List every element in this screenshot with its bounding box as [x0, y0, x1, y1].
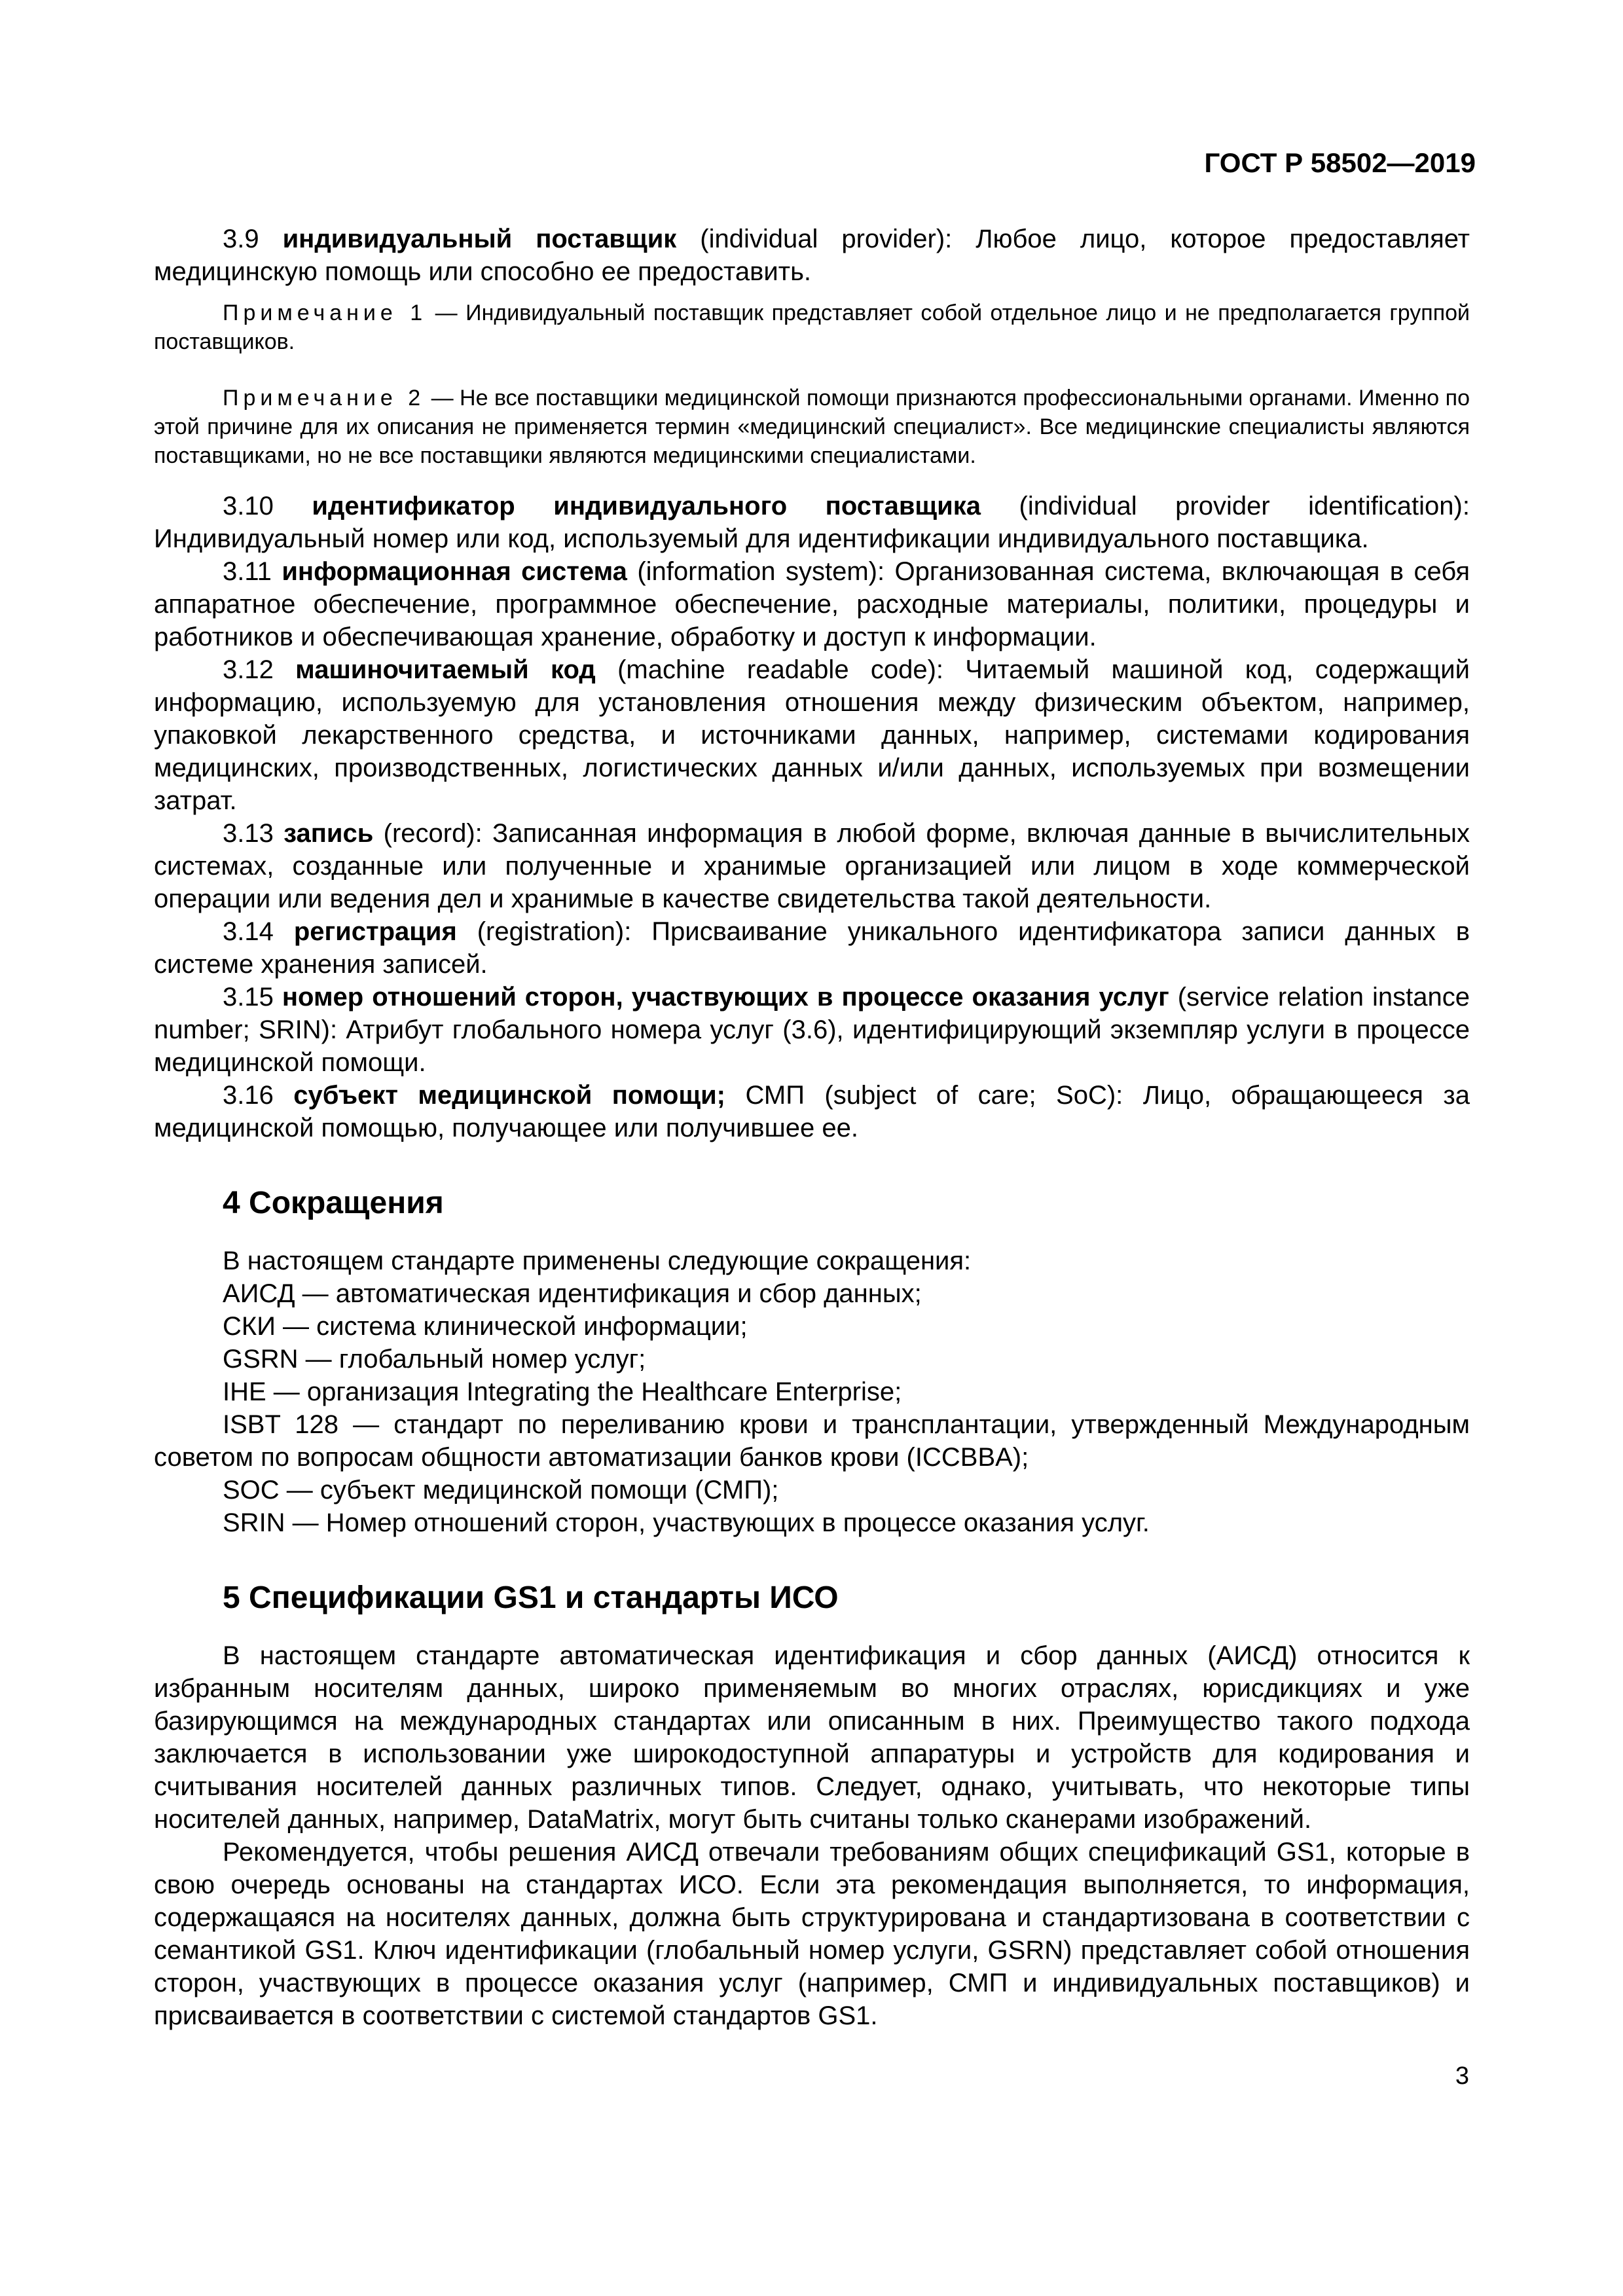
definition-number: 3.14	[223, 917, 274, 946]
definition-text: СМП (subject of care; SoC): Лицо, обращающееся за медицинской помощью, получающее или получившее ее.	[154, 1081, 1470, 1142]
abbreviation-item: АИСД — автоматическая идентификация и сбор данных;	[223, 1279, 922, 1308]
definition-term: запись	[283, 819, 374, 848]
definition-3-14	[154, 915, 1470, 981]
abbreviation-item: ISBT 128 — стандарт по переливанию крови и трансплантации, утвержденный Международным советом по вопросам общности автоматизации банков крови (ICCBBA);	[154, 1410, 1470, 1472]
definition-number: 3.16	[223, 1081, 274, 1110]
abbreviation-item: IHE — организация Integrating the Healthcare Enterprise;	[223, 1377, 902, 1406]
definition-text: (service relation instance number; SRIN): Атрибут глобального номера услуг (3.6), идентифицирующий экземпляр услуги в процессе медицинской помощи.	[154, 983, 1470, 1077]
section-5-heading: 5 Спецификации GS1 и стандарты ИСО	[223, 1580, 839, 1615]
definition-3-9	[154, 223, 1470, 288]
definition-3-16	[154, 1079, 1470, 1144]
definition-term: индивидуальный поставщик	[282, 225, 677, 253]
definition-term: регистрация	[293, 917, 457, 946]
definition-3-15	[154, 981, 1470, 1079]
definition-text: (individual provider): Любое лицо, которое предоставляет медицинскую помощь или способно ее предоставить.	[154, 225, 1470, 286]
definition-3-13	[154, 817, 1470, 915]
section-5-paragraph-2: Рекомендуется, чтобы решения АИСД отвечали требованиям общих спецификаций GS1, которые в свою очередь основаны на стандартах ИСО. Если эта рекомендация выполняется, то информация, содержащаяся на носителях данных, должна быть структурирована и стандартизована в соответствии с семантикой GS1. Ключ идентификации (глобальный номер услуги, GSRN) представляет собой отношения сторон, участвующих в процессе оказания услуг (например, СМП и индивидуальных поставщиков) и присваивается в соответствии с системой стандартов GS1.	[154, 1838, 1470, 2030]
definition-text: (information system): Организованная система, включающая в себя аппаратное обеспечение, программное обеспечение, расходные материалы, политики, процедуры и работников и обеспечивающая хранение, обработку и доступ к информации.	[154, 557, 1470, 651]
page-content	[154, 223, 1470, 2032]
abbreviation-item: SRIN — Номер отношений сторон, участвующих в процессе оказания услуг.	[223, 1508, 1150, 1537]
note-text: — Индивидуальный поставщик представляет собой отдельное лицо и не предполагается группой поставщиков.	[154, 301, 1470, 354]
section-4-intro: В настоящем стандарте применены следующие сокращения:	[223, 1247, 972, 1275]
abbreviation-item: СКИ — система клинической информации;	[223, 1312, 748, 1341]
definition-number: 3.12	[223, 655, 274, 684]
definition-3-11	[154, 555, 1470, 653]
note-2	[154, 384, 1470, 470]
definition-text: (registration): Присваивание уникального идентификатора записи данных в системе хранения записей.	[154, 917, 1470, 979]
note-label: Примечание 1	[223, 301, 428, 325]
note-text: — Не все поставщики медицинской помощи признаются профессиональными органами. Именно по этой причине для их описания не применяется термин «медицинский специалист». Все медицинские специалисты являются поставщиками, но не все поставщики являются медицинскими специалистами.	[154, 386, 1470, 468]
definition-3-10	[154, 490, 1470, 555]
definition-number: 3.13	[223, 819, 274, 848]
definition-number: 3.11	[223, 557, 272, 586]
definition-term: номер отношений сторон, участвующих в процессе оказания услуг	[282, 983, 1169, 1011]
definition-number: 3.10	[223, 492, 274, 520]
definition-text: (individual provider identification): Индивидуальный номер или код, используемый для идентификации индивидуального поставщика.	[154, 492, 1470, 553]
definition-text: (record): Записанная информация в любой форме, включая данные в вычислительных системах, созданные или полученные и хранимые организацией или лицом в ходе коммерческой операции или ведения дел и хранимые в качестве свидетельства такой деятельности.	[154, 819, 1470, 913]
note-label: Примечание 2	[223, 386, 426, 410]
section-4-heading: 4 Сокращения	[223, 1186, 444, 1220]
definition-term: информационная система	[282, 557, 627, 586]
definition-term: субъект медицинской помощи;	[293, 1081, 725, 1110]
page-number: 3	[1455, 2062, 1469, 2090]
definition-term: идентификатор индивидуального поставщика	[312, 492, 981, 520]
abbreviation-item: SOC — субъект медицинской помощи (СМП);	[223, 1476, 779, 1504]
note-1	[154, 299, 1470, 356]
definition-number: 3.9	[223, 225, 259, 253]
section-5-paragraph-1: В настоящем стандарте автоматическая идентификация и сбор данных (АИСД) относится к избранным носителям данных, широко применяемым во многих отраслях, юрисдикциях и уже базирующимся на международных стандартах или описанным в них. Преимущество такого подхода заключается в использовании уже широкодоступной аппаратуры и устройств для кодирования и считывания носителей данных различных типов. Следует, однако, учитывать, что некоторые типы носителей данных, например, DataMatrix, могут быть считаны только сканерами изображений.	[154, 1641, 1470, 1834]
definition-text: (machine readable code): Читаемый машиной код, содержащий информацию, используемую для установления отношения между физическим объектом, например, упаковкой лекарственного средства, и источниками данных, например, системами кодирования медицинских, производственных, логистических данных и/или данных, используемых при возмещении затрат.	[154, 655, 1470, 815]
abbreviation-item: GSRN — глобальный номер услуг;	[223, 1345, 646, 1374]
definition-3-12	[154, 653, 1470, 817]
definition-number: 3.15	[223, 983, 274, 1011]
document-header: ГОСТ Р 58502—2019	[1204, 147, 1476, 178]
definition-term: машиночитаемый код	[295, 655, 596, 684]
